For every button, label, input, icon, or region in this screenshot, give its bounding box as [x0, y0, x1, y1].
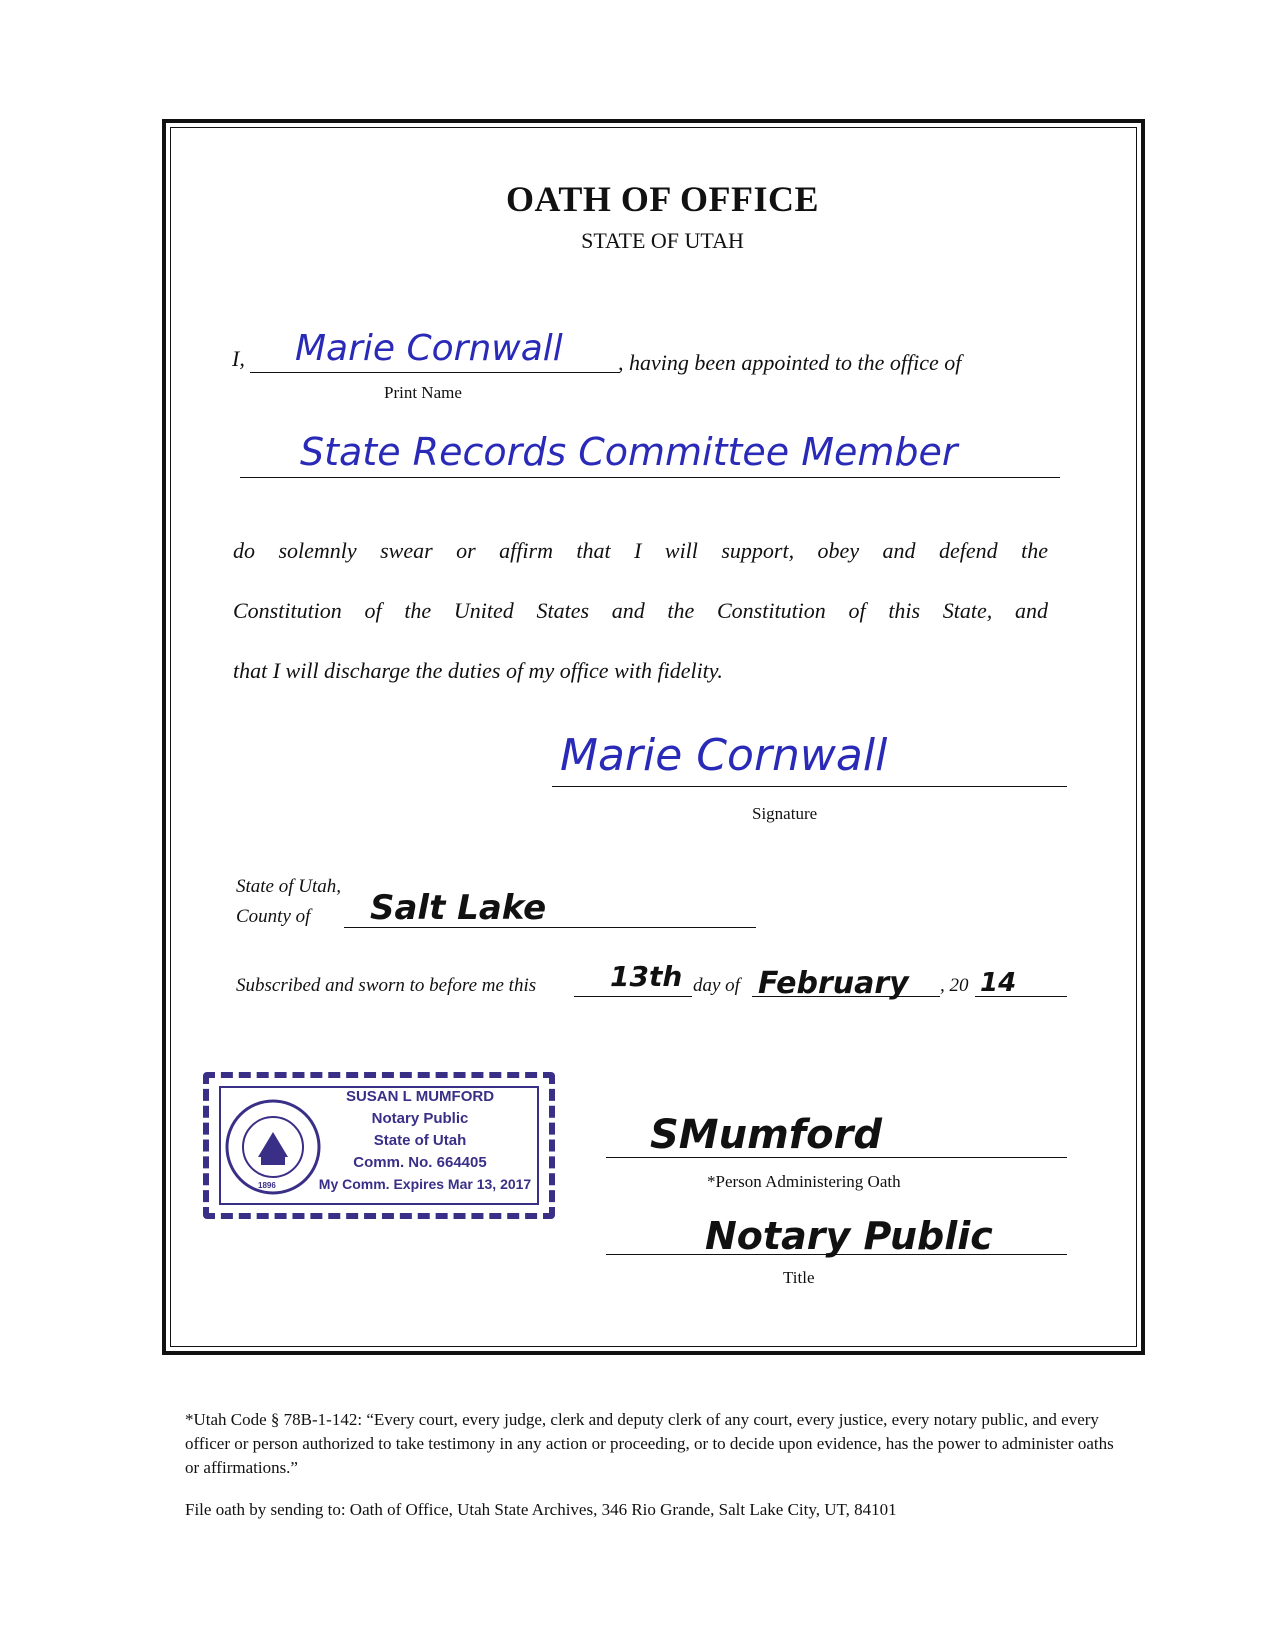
file-instructions: File oath by sending to: Oath of Office, Utah State Archives, 346 Rio Grande, Salt Lake City, UT, 84101 — [185, 1500, 897, 1519]
stamp-expires: My Comm. Expires Mar 13, 2017 — [318, 1176, 532, 1192]
office-line — [240, 477, 1060, 478]
office-handwritten: State Records Committee Member — [300, 430, 958, 474]
print-name-label: Print Name — [384, 383, 462, 402]
appointed-text: , having been appointed to the office of — [618, 350, 962, 375]
document-title: OATH OF OFFICE — [506, 179, 819, 219]
oath-line-3: that I will discharge the duties of my office with fidelity. — [233, 658, 723, 683]
administrator-signature: SMumford — [650, 1112, 883, 1158]
document-subtitle: STATE OF UTAH — [581, 228, 744, 253]
county-label: County of — [236, 906, 311, 927]
day-line — [574, 996, 692, 997]
signature-line — [552, 786, 1067, 787]
stamp-name: SUSAN L MUMFORD — [345, 1088, 495, 1105]
signature-handwritten: Marie Cornwall — [560, 730, 888, 781]
stamp-commission: Comm. No. 664405 — [353, 1154, 487, 1171]
title-handwritten: Notary Public — [705, 1214, 993, 1258]
print-name-handwritten: Marie Cornwall — [295, 328, 563, 369]
subscribed-prefix: Subscribed and sworn to before me this — [236, 975, 537, 996]
oath-line-1: do solemnly swear or affirm that I will support, obey and defend the — [233, 538, 1048, 563]
year-handwritten: 14 — [980, 968, 1017, 998]
print-name-line — [250, 372, 620, 373]
day-label: day of — [693, 975, 740, 996]
title-label: Title — [783, 1268, 815, 1287]
intro-prefix: I, — [232, 346, 245, 371]
stamp-role: Notary Public — [371, 1110, 469, 1127]
stamp-state: State of Utah — [373, 1132, 467, 1149]
signature-label: Signature — [752, 804, 818, 823]
utah-code-note: *Utah Code § 78B-1-142: “Every court, every judge, clerk and deputy clerk of any court, every justice, every notary public, and every officer or person authorized to take testimony in any action or proceeding, or to decide upon evidence, has the power to administer oaths or affirmations.” — [185, 1410, 1114, 1477]
county-handwritten: Salt Lake — [370, 888, 547, 928]
day-handwritten: 13th — [610, 960, 683, 993]
administrator-label: *Person Administering Oath — [707, 1172, 901, 1191]
oath-line-2: Constitution of the United States and the Constitution of this State, and — [233, 598, 1048, 623]
month-handwritten: February — [758, 966, 909, 1001]
seal-year: 1896 — [258, 1181, 276, 1190]
year-prefix: , 20 — [940, 975, 969, 996]
state-label: State of Utah, — [236, 876, 342, 897]
